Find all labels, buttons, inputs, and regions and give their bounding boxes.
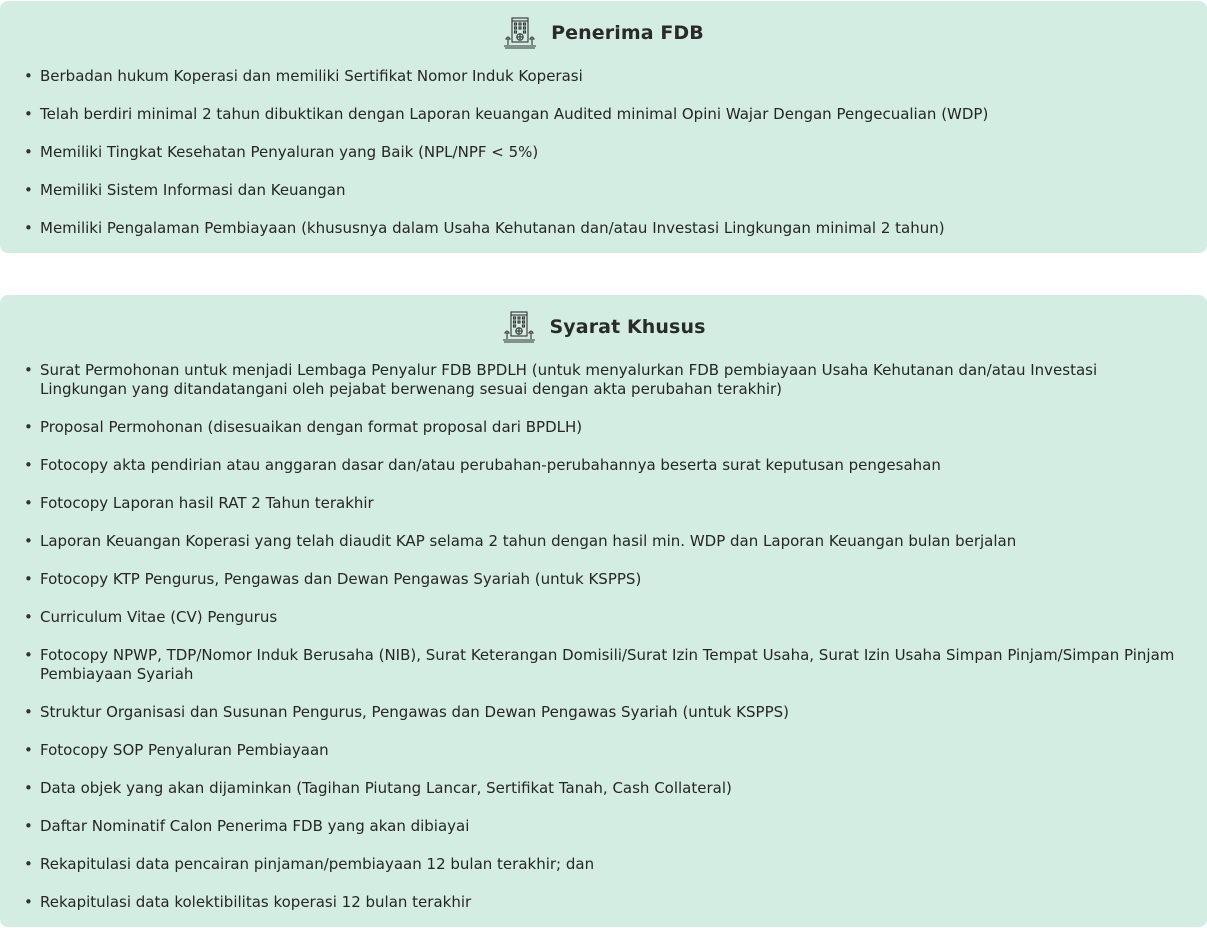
syarat-khusus-list (0, 361, 1207, 912)
penerima-fdb-card (0, 1, 1207, 253)
list-item: • Fotocopy SOP Penyaluran Pembiayaan (0, 741, 1207, 760)
list-item: • Memiliki Tingkat Kesehatan Penyaluran yang Baik (NPL/NPF < 5%) (0, 143, 1207, 162)
list-item: • Daftar Nominatif Calon Penerima FDB yang akan dibiayai (0, 817, 1207, 836)
list-item: • Proposal Permohonan (disesuaikan dengan format proposal dari BPDLH) (0, 418, 1207, 437)
list-item: • Rekapitulasi data pencairan pinjaman/pembiayaan 12 bulan terakhir; dan (0, 855, 1207, 874)
penerima-fdb-title: Penerima FDB (551, 22, 704, 44)
list-item: • Berbadan hukum Koperasi dan memiliki Sertifikat Nomor Induk Koperasi (0, 67, 1207, 86)
list-item: • Fotocopy akta pendirian atau anggaran dasar dan/atau perubahan-perubahannya beserta surat keputusan pengesahan (0, 456, 1207, 475)
list-item: • Telah berdiri minimal 2 tahun dibuktikan dengan Laporan keuangan Audited minimal Opini Wajar Dengan Pengecualian (WDP) (0, 105, 1207, 124)
syarat-khusus-header (0, 311, 1207, 343)
penerima-fdb-header (0, 17, 1207, 49)
building-icon (503, 16, 537, 50)
list-item: • Rekapitulasi data kolektibilitas koperasi 12 bulan terakhir (0, 893, 1207, 912)
list-item: • Fotocopy NPWP, TDP/Nomor Induk Berusaha (NIB), Surat Keterangan Domisili/Surat Izin Tempat Usaha, Surat Izin Usaha Simpan Pinjam/Simpan Pinjam Pembiayaan Syariah (0, 646, 1207, 684)
list-item: • Laporan Keuangan Koperasi yang telah diaudit KAP selama 2 tahun dengan hasil min. WDP dan Laporan Keuangan bulan berjalan (0, 532, 1207, 551)
list-item: • Surat Permohonan untuk menjadi Lembaga Penyalur FDB BPDLH (untuk menyalurkan FDB pembiayaan Usaha Kehutanan dan/atau Investasi Lingkungan yang ditandatangani oleh pejabat berwenang sesuai dengan akta perubahan terakhir) (0, 361, 1207, 399)
building-icon (502, 310, 536, 344)
list-item: • Struktur Organisasi dan Susunan Pengurus, Pengawas dan Dewan Pengawas Syariah (untuk KSPPS) (0, 703, 1207, 722)
penerima-fdb-list (0, 67, 1207, 238)
syarat-khusus-card (0, 295, 1207, 927)
list-item: • Memiliki Sistem Informasi dan Keuangan (0, 181, 1207, 200)
list-item: • Fotocopy Laporan hasil RAT 2 Tahun terakhir (0, 494, 1207, 513)
list-item: • Data objek yang akan dijaminkan (Tagihan Piutang Lancar, Sertifikat Tanah, Cash Collateral) (0, 779, 1207, 798)
list-item: • Curriculum Vitae (CV) Pengurus (0, 608, 1207, 627)
list-item: • Memiliki Pengalaman Pembiayaan (khususnya dalam Usaha Kehutanan dan/atau Investasi Lingkungan minimal 2 tahun) (0, 219, 1207, 238)
syarat-khusus-title: Syarat Khusus (549, 316, 706, 338)
list-item: • Fotocopy KTP Pengurus, Pengawas dan Dewan Pengawas Syariah (untuk KSPPS) (0, 570, 1207, 589)
